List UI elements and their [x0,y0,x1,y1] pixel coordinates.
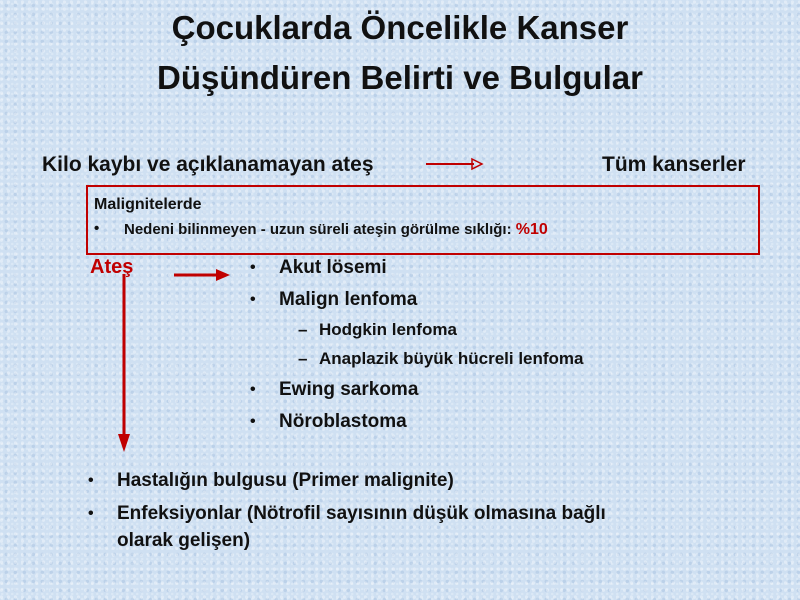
malignancy-note-text [124,221,548,239]
page-title-line-1: Çocuklarda Öncelikle Kanser [171,9,629,46]
arrow-down-icon [114,272,134,454]
arrow-right-icon [424,156,484,172]
all-cancers-text: Tüm kanserler [602,153,746,176]
bullet-icon: • [250,381,256,398]
fever-frequency-text: Nedeni bilinmeyen - uzun süreli ateşin görülme sıklığı: [124,221,512,238]
bullet-icon: • [250,259,256,276]
fever-frequency-percent: %10 [515,221,548,238]
cause-item: Ewing sarkoma [279,379,419,400]
bullet-icon: • [250,413,256,430]
cause-item: Nöroblastoma [279,411,407,432]
cause-item: Akut lösemi [279,257,387,278]
fever-label: Ateş [90,256,134,278]
dash-icon: – [298,349,308,368]
lymphoma-subitem: Anaplazik büyük hücreli lenfoma [319,349,584,368]
weight-loss-fever-text: Kilo kaybı ve açıklanamayan ateş [42,153,374,176]
bullet-icon: • [250,291,256,308]
lymphoma-subitem: Hodgkin lenfoma [319,320,457,339]
malignancy-note-heading: Malignitelerde [94,196,202,213]
bullet-icon: • [88,472,94,489]
cause-item: Malign lenfoma [279,289,418,310]
page-title-line-2: Düşündüren Belirti ve Bulgular [157,59,643,96]
bottom-item-primary-malignancy: Hastalığın bulgusu (Primer malignite) [117,470,454,491]
bottom-item-infections-cont: olarak gelişen) [117,530,251,551]
arrow-right-icon [172,268,232,284]
bottom-item-infections: Enfeksiyonlar (Nötrofil sayısının düşük olmasına bağlı [117,503,606,524]
bullet-icon: • [94,220,100,237]
dash-icon: – [298,320,308,339]
bullet-icon: • [88,505,94,522]
